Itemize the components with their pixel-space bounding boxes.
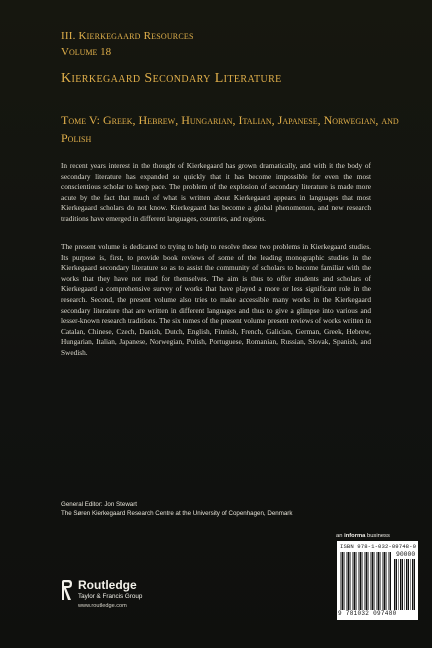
barcode-addon-bars [394, 559, 416, 610]
book-subtitle: Tome V: Greek, Hebrew, Hungarian, Italian, Japanese, Norwegian, and Polish [61, 113, 399, 145]
publisher-name: Routledge [78, 578, 137, 592]
series-title: III. Kierkegaard Resources [61, 30, 194, 42]
isbn-label: ISBN 978-1-032-09748-0 [340, 543, 417, 550]
informa-brand: informa [344, 533, 366, 539]
barcode-number: 9 781032 097480 [338, 610, 397, 617]
isbn-barcode [337, 541, 418, 620]
editor-credits [61, 501, 292, 519]
book-title: Kierkegaard Secondary Literature [61, 71, 282, 86]
routledge-logo-icon [61, 579, 73, 601]
publisher-logo [61, 577, 201, 617]
price-code: 90000 [396, 551, 416, 558]
general-editor: General Editor: Jon Stewart [61, 501, 138, 508]
informa-prefix: an [336, 533, 343, 539]
informa-business-mark [336, 533, 390, 539]
informa-suffix: business [366, 533, 390, 539]
publisher-group: Taylor & Francis Group [78, 593, 143, 600]
blurb-paragraph-2: The present volume is dedicated to trying to help to resolve these two problems in Kierkegaard studies. Its purpose is, first, to provide book reviews of some of the leading monographic studies in the Kierkegaard secondary literature so as to assist the community of scholars to become familiar with the works that they have not read for themselves. The aim is thus to offer students and scholars of Kierkegaard a comprehensive survey of works that have played a more or less significant role in the research. Second, the present volume also tries to make accessible many works in the Kierkegaard secondary literature that are written in different languages and thus to give a glimpse into various and lesser-known research traditions. The six tomes of the present volume present reviews of works written in Catalan, Chinese, Czech, Danish, Dutch, English, Finnish, French, Galician, German, Greek, Hebrew, Hungarian, Italian, Japanese, Norwegian, Polish, Portuguese, Romanian, Russian, Slovak, Spanish, and Swedish. [61, 242, 371, 357]
blurb-paragraph-1: In recent years interest in the thought of Kierkegaard has grown dramatically, and with it the body of secondary literature has expanded so quickly that it has become impossible for even the most conscientious scholar to keep pace. The problem of the explosion of secondary literature is made more acute by the fact that much of what is written about Kierkegaard appears in languages that most Kierkegaard scholars do not know. Kierkegaard has become a global phenomenon, and new research traditions have emerged in different languages, countries, and regions. [61, 161, 371, 223]
volume-number: Volume 18 [61, 46, 112, 58]
barcode-main-bars [340, 552, 392, 610]
publisher-url: www.routledge.com [78, 603, 127, 609]
research-centre: The Søren Kierkegaard Research Centre at the University of Copenhagen, Denmark [61, 509, 293, 517]
